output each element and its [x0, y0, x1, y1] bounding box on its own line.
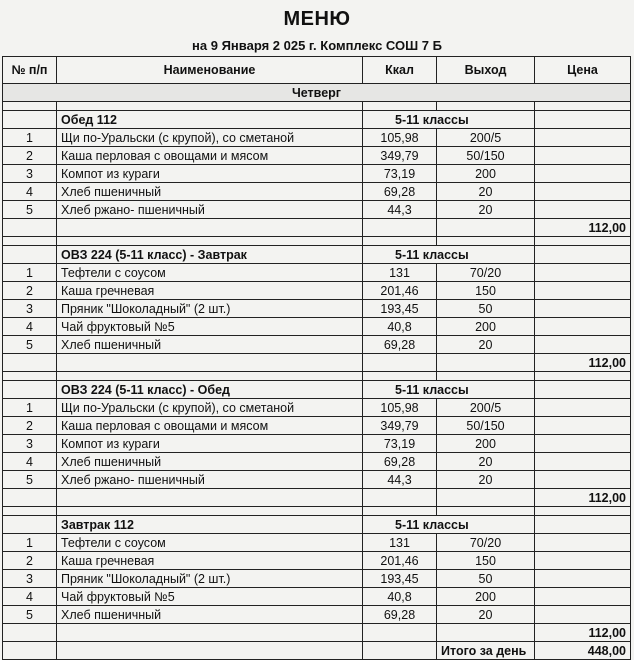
section-header-row	[3, 516, 631, 534]
item-price	[535, 147, 631, 165]
item-num: 3	[3, 570, 57, 588]
section-total: 112,00	[535, 624, 631, 642]
spacer-cell	[3, 102, 57, 111]
item-num: 4	[3, 453, 57, 471]
total-empty-cell	[363, 489, 437, 507]
total-empty-cell	[363, 219, 437, 237]
total-empty-cell	[3, 624, 57, 642]
item-kcal: 349,79	[363, 147, 437, 165]
table-row	[3, 417, 631, 435]
item-output: 150	[437, 282, 535, 300]
table-row	[3, 453, 631, 471]
item-price	[535, 183, 631, 201]
item-kcal: 69,28	[363, 606, 437, 624]
section-total-row	[3, 219, 631, 237]
item-name: Хлеб пшеничный	[57, 606, 363, 624]
item-name: Каша перловая с овощами и мясом	[57, 417, 363, 435]
item-name: Компот из кураги	[57, 435, 363, 453]
item-kcal: 131	[363, 264, 437, 282]
item-kcal: 40,8	[363, 588, 437, 606]
item-output: 20	[437, 201, 535, 219]
spacer-cell	[535, 507, 631, 516]
table-row	[3, 570, 631, 588]
item-kcal: 193,45	[363, 300, 437, 318]
section-total-row	[3, 624, 631, 642]
item-price	[535, 282, 631, 300]
header-num: № п/п	[3, 57, 57, 84]
total-empty-cell	[3, 489, 57, 507]
spacer-cell	[363, 507, 437, 516]
item-num: 5	[3, 336, 57, 354]
table-row	[3, 300, 631, 318]
section-title: ОВЗ 224 (5-11 класс) - Обед	[57, 381, 363, 399]
item-name: Каша гречневая	[57, 282, 363, 300]
item-name: Тефтели с соусом	[57, 534, 363, 552]
item-num: 3	[3, 435, 57, 453]
spacer-cell	[3, 372, 57, 381]
item-name: Пряник "Шоколадный" (2 шт.)	[57, 570, 363, 588]
item-output: 20	[437, 453, 535, 471]
grand-total-value: 448,00	[535, 642, 631, 660]
item-output: 200/5	[437, 399, 535, 417]
spacer-cell	[3, 237, 57, 246]
spacer-cell	[535, 102, 631, 111]
item-price	[535, 264, 631, 282]
item-price	[535, 129, 631, 147]
total-empty-cell	[57, 219, 363, 237]
menu-body	[3, 84, 631, 660]
item-name: Чай фруктовый №5	[57, 588, 363, 606]
total-empty-cell	[57, 489, 363, 507]
total-empty-cell	[57, 354, 363, 372]
item-price	[535, 336, 631, 354]
total-empty-cell	[3, 219, 57, 237]
table-row	[3, 336, 631, 354]
item-price	[535, 552, 631, 570]
item-name: Компот из кураги	[57, 165, 363, 183]
grand-empty-cell	[3, 642, 57, 660]
grand-total-label: Итого за день	[437, 642, 535, 660]
grand-empty-cell	[57, 642, 363, 660]
page-title: МЕНЮ	[283, 8, 351, 30]
section-total-row	[3, 354, 631, 372]
table-row	[3, 606, 631, 624]
item-name: Щи по-Уральски (с крупой), со сметаной	[57, 399, 363, 417]
section-price-cell	[535, 111, 631, 129]
table-row	[3, 129, 631, 147]
item-num: 5	[3, 201, 57, 219]
header-kcal: Ккал	[363, 57, 437, 84]
header-price: Цена	[535, 57, 631, 84]
total-empty-cell	[437, 219, 535, 237]
item-name: Хлеб пшеничный	[57, 183, 363, 201]
item-price	[535, 435, 631, 453]
item-output: 20	[437, 183, 535, 201]
item-price	[535, 453, 631, 471]
header-row	[3, 57, 631, 84]
item-price	[535, 318, 631, 336]
table-row	[3, 552, 631, 570]
spacer-cell	[363, 372, 437, 381]
item-price	[535, 471, 631, 489]
table-row	[3, 165, 631, 183]
spacer-row	[3, 507, 631, 516]
spacer-cell	[363, 237, 437, 246]
section-total-row	[3, 489, 631, 507]
item-price	[535, 417, 631, 435]
table-row	[3, 435, 631, 453]
spacer-row	[3, 237, 631, 246]
section-price-cell	[535, 381, 631, 399]
day-row	[3, 84, 631, 102]
item-num: 5	[3, 471, 57, 489]
total-empty-cell	[437, 354, 535, 372]
item-output: 150	[437, 552, 535, 570]
item-output: 200	[437, 588, 535, 606]
spacer-row	[3, 102, 631, 111]
grand-empty-cell	[363, 642, 437, 660]
item-price	[535, 300, 631, 318]
section-classes: 5-11 классы	[363, 246, 535, 264]
section-num-cell	[3, 516, 57, 534]
spacer-cell	[437, 372, 535, 381]
item-output: 70/20	[437, 264, 535, 282]
item-kcal: 193,45	[363, 570, 437, 588]
item-num: 1	[3, 534, 57, 552]
spacer-row	[3, 372, 631, 381]
section-title: Обед 112	[57, 111, 363, 129]
item-kcal: 201,46	[363, 552, 437, 570]
menu-table	[2, 56, 631, 660]
item-price	[535, 588, 631, 606]
item-num: 2	[3, 282, 57, 300]
item-name: Хлеб пшеничный	[57, 336, 363, 354]
header-output: Выход	[437, 57, 535, 84]
section-header-row	[3, 381, 631, 399]
item-price	[535, 165, 631, 183]
item-name: Чай фруктовый №5	[57, 318, 363, 336]
section-classes: 5-11 классы	[363, 111, 535, 129]
item-num: 2	[3, 417, 57, 435]
item-num: 1	[3, 399, 57, 417]
item-output: 50	[437, 300, 535, 318]
table-row	[3, 588, 631, 606]
item-output: 20	[437, 336, 535, 354]
item-output: 200	[437, 435, 535, 453]
item-kcal: 69,28	[363, 453, 437, 471]
item-num: 4	[3, 588, 57, 606]
item-kcal: 349,79	[363, 417, 437, 435]
spacer-cell	[57, 237, 363, 246]
table-row	[3, 264, 631, 282]
spacer-cell	[57, 372, 363, 381]
table-row	[3, 471, 631, 489]
spacer-cell	[437, 102, 535, 111]
section-total: 112,00	[535, 354, 631, 372]
item-output: 50/150	[437, 417, 535, 435]
item-kcal: 131	[363, 534, 437, 552]
total-empty-cell	[363, 624, 437, 642]
item-output: 200	[437, 318, 535, 336]
item-name: Хлеб ржано- пшеничный	[57, 471, 363, 489]
item-num: 2	[3, 552, 57, 570]
item-num: 3	[3, 165, 57, 183]
item-name: Каша гречневая	[57, 552, 363, 570]
item-kcal: 69,28	[363, 336, 437, 354]
spacer-cell	[535, 372, 631, 381]
spacer-cell	[57, 507, 363, 516]
item-price	[535, 606, 631, 624]
item-kcal: 105,98	[363, 129, 437, 147]
spacer-cell	[437, 237, 535, 246]
section-total: 112,00	[535, 219, 631, 237]
table-row	[3, 318, 631, 336]
item-kcal: 73,19	[363, 435, 437, 453]
item-price	[535, 570, 631, 588]
item-name: Хлеб ржано- пшеничный	[57, 201, 363, 219]
item-num: 2	[3, 147, 57, 165]
section-num-cell	[3, 111, 57, 129]
item-kcal: 73,19	[363, 165, 437, 183]
item-output: 20	[437, 606, 535, 624]
total-empty-cell	[3, 354, 57, 372]
item-num: 1	[3, 129, 57, 147]
item-output: 20	[437, 471, 535, 489]
item-kcal: 69,28	[363, 183, 437, 201]
item-output: 50/150	[437, 147, 535, 165]
table-row	[3, 282, 631, 300]
item-name: Тефтели с соусом	[57, 264, 363, 282]
header-name: Наименование	[57, 57, 363, 84]
item-num: 5	[3, 606, 57, 624]
table-row	[3, 147, 631, 165]
section-total: 112,00	[535, 489, 631, 507]
item-name: Пряник "Шоколадный" (2 шт.)	[57, 300, 363, 318]
table-row	[3, 399, 631, 417]
total-empty-cell	[437, 624, 535, 642]
section-title: ОВЗ 224 (5-11 класс) - Завтрак	[57, 246, 363, 264]
spacer-cell	[437, 507, 535, 516]
item-kcal: 44,3	[363, 201, 437, 219]
item-name: Щи по-Уральски (с крупой), со сметаной	[57, 129, 363, 147]
item-name: Хлеб пшеничный	[57, 453, 363, 471]
item-kcal: 40,8	[363, 318, 437, 336]
spacer-cell	[363, 102, 437, 111]
item-num: 3	[3, 300, 57, 318]
section-num-cell	[3, 381, 57, 399]
item-price	[535, 201, 631, 219]
section-classes: 5-11 классы	[363, 516, 535, 534]
section-price-cell	[535, 246, 631, 264]
item-price	[535, 534, 631, 552]
item-kcal: 201,46	[363, 282, 437, 300]
section-price-cell	[535, 516, 631, 534]
section-title: Завтрак 112	[57, 516, 363, 534]
item-output: 50	[437, 570, 535, 588]
total-empty-cell	[363, 354, 437, 372]
spacer-cell	[57, 102, 363, 111]
item-kcal: 44,3	[363, 471, 437, 489]
table-row	[3, 183, 631, 201]
spacer-cell	[3, 507, 57, 516]
section-classes: 5-11 классы	[363, 381, 535, 399]
item-num: 4	[3, 183, 57, 201]
day-label: Четверг	[3, 84, 631, 102]
item-name: Каша перловая с овощами и мясом	[57, 147, 363, 165]
item-output: 200/5	[437, 129, 535, 147]
spacer-cell	[535, 237, 631, 246]
section-header-row	[3, 111, 631, 129]
total-empty-cell	[57, 624, 363, 642]
item-output: 200	[437, 165, 535, 183]
table-row	[3, 534, 631, 552]
table-row	[3, 201, 631, 219]
grand-total-row	[3, 642, 631, 660]
item-num: 4	[3, 318, 57, 336]
section-header-row	[3, 246, 631, 264]
page-subtitle: на 9 Января 2 025 г. Комплекс СОШ 7 Б	[192, 38, 442, 53]
item-num: 1	[3, 264, 57, 282]
section-num-cell	[3, 246, 57, 264]
total-empty-cell	[437, 489, 535, 507]
item-price	[535, 399, 631, 417]
item-kcal: 105,98	[363, 399, 437, 417]
item-output: 70/20	[437, 534, 535, 552]
